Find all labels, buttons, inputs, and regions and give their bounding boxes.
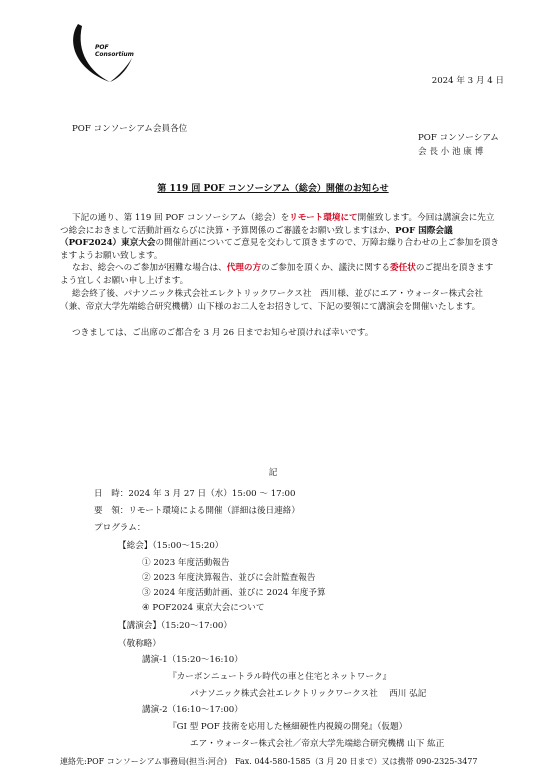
logo-text-consortium: Consortium	[95, 51, 134, 58]
highlight-proxy: 代理の方	[226, 263, 262, 273]
sender-president: 会 長 小 池 康 博	[418, 147, 484, 157]
general-meeting-heading: 【総会】（15:00〜15:20）	[118, 541, 224, 551]
agenda-item: ② 2023 年度決算報告、並びに会計監査報告	[142, 573, 316, 583]
highlight-remote: リモート環境にて	[289, 213, 358, 223]
contact-footer: 連絡先:POF コンソーシアム事務局(担当:河合) Fax. 044-580-1585（3 月 20 日まで）又は携帯 090-2325-3477	[60, 757, 478, 766]
lecture-1-time: 講演-1（15:20〜16:10）	[142, 655, 243, 665]
document-title: 第 119 回 POF コンソーシアム（総会）開催のお知らせ	[157, 184, 389, 194]
detail-datetime: 日 時：2024 年 3 月 27 日（水）15:00 ～ 17:00	[94, 489, 296, 499]
honorific-note: （敬称略）	[118, 639, 161, 649]
lecture-2-time: 講演-2（16:10〜17:00）	[142, 705, 243, 715]
detail-program: プログラム：	[94, 523, 146, 533]
logo-text-pof: POF	[95, 44, 109, 51]
notice-heading: 記	[268, 468, 278, 478]
recipient: POF コンソーシアム会員各位	[72, 124, 188, 134]
highlight-pof2024: POF 国際会議（POF2024）東京大会	[60, 225, 453, 248]
agenda-item: ④ POF2024 東京大会について	[142, 603, 265, 613]
detail-format: 要 領：リモート環境による開催（詳細は後日連絡）	[94, 506, 300, 516]
sender-org: POF コンソーシアム	[418, 133, 499, 143]
agenda-item: ① 2023 年度活動報告	[142, 558, 230, 568]
lectures-heading: 【講演会】（15:20〜17:00）	[118, 621, 232, 631]
lecture-2-title: 『GI 型 POF 技術を応用した極細硬性内視鏡の開発』（仮題）	[168, 722, 408, 732]
paragraph-2: なお、総会へのご参加が困難な場合は、代理の方のご参加を頂くか、議決に関する委任状のご提出を頂きますよう宜しくお願い申し上げます。	[60, 263, 494, 286]
paragraph-4: つきましては、ご出席のご都合を 3 月 26 日までお知らせ頂ければ幸いです。	[72, 328, 374, 338]
highlight-proxy-form: 委任状	[390, 263, 416, 273]
agenda-item: ③ 2024 年度活動計画、並びに 2024 年度予算	[142, 588, 326, 598]
lecture-1-speaker: パナソニック株式会社エレクトリックワークス社 西川 弘記	[190, 689, 427, 699]
paragraph-1: 下記の通り、第 119 回 POF コンソーシアム（総会）をリモート環境にて開催致します。今回は講演会に先立つ総会におきまして活動計画ならびに決算・予算関係のご審議をお願い致しますほか、POF 国際会議（POF2024）東京大会の開催計画についてご意見を交わして頂きますので、万障お繰り合わせの上ご参加を頂きますようお願い致します。	[60, 213, 499, 261]
paragraph-3: 総会終了後、パナソニック株式会社エレクトリックワークス社 西川様、並びにエア・ウォーター株式会社（兼、帝京大学先端総合研究機構）山下様のお二人をお招きして、下記の要領にて講演会を開催いたします。	[60, 289, 483, 312]
document-date: 2024 年 3 月 4 日	[431, 76, 504, 86]
lecture-2-speaker: エア・ウォーター株式会社／帝京大学先端総合研究機構 山下 紘正	[190, 739, 445, 749]
lecture-1-title: 『カーボンニュートラル時代の車と住宅とネットワーク』	[168, 672, 392, 682]
